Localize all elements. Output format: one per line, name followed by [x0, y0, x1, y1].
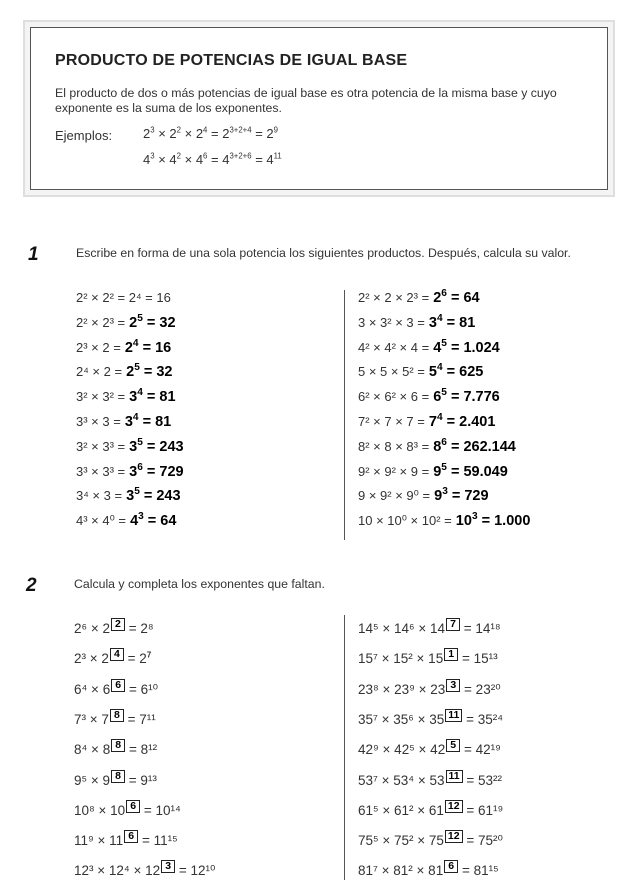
expression: 23⁸ × 23⁹ × 23: [358, 681, 446, 697]
answer-exponent: 3: [138, 511, 144, 523]
answer-box: 3: [161, 860, 175, 873]
result: = 10¹⁴: [140, 802, 181, 818]
answer-box: 12: [445, 800, 463, 813]
result: = 8¹²: [125, 742, 158, 758]
expression: 53⁷ × 53⁴ × 53: [358, 772, 445, 788]
result: = 9¹³: [125, 772, 157, 788]
answer-value: = 81: [442, 314, 476, 331]
answer-exponent: 4: [436, 362, 443, 374]
answer-exponent: 6: [137, 461, 143, 473]
answer-value: = 2.401: [442, 414, 496, 430]
answer-box: 6: [444, 860, 458, 873]
result-exponent: 7: [146, 650, 152, 660]
answer-value: = 729: [447, 488, 489, 505]
expression: 6⁴ × 6: [74, 681, 111, 697]
exercise-1-row: [76, 437, 184, 457]
expression: 4³ × 4⁰ =: [76, 513, 127, 529]
answer: [429, 337, 500, 356]
answer-exponent: 5: [441, 337, 447, 349]
exercise-1-row: [76, 412, 171, 432]
answer-value: = 7.776: [446, 389, 500, 406]
expression: 10⁸ × 10: [74, 802, 126, 818]
result: = 11¹⁵: [138, 833, 178, 849]
answer-exponent: 5: [441, 461, 447, 473]
expression: 9 × 9² × 9⁰ =: [358, 488, 431, 504]
answer-box: 11: [446, 770, 463, 783]
expression: 2⁴ × 2 =: [76, 364, 123, 380]
expression: 14⁵ × 14⁶ × 14: [358, 621, 445, 636]
answer: [122, 364, 172, 380]
answer-exponent: 5: [134, 362, 140, 374]
answer-base: 3: [124, 414, 133, 430]
result: = 35²⁴: [462, 711, 504, 727]
column-divider: [344, 615, 345, 880]
expression: 10 × 10⁰ × 10² =: [358, 513, 452, 529]
expression: 4² × 4² × 4 =: [358, 339, 430, 355]
exercise-2-row: [74, 800, 181, 820]
answer: [125, 389, 175, 405]
answer-value: = 81: [142, 389, 176, 406]
exercise-1-row: [358, 486, 489, 506]
answer-base: 10: [455, 513, 472, 530]
answer-exponent: 5: [137, 312, 143, 324]
exercise-2-row: [358, 800, 503, 820]
expression: 35⁷ × 35⁶ × 35: [358, 711, 445, 727]
expression: 8² × 8 × 8³ =: [358, 438, 430, 454]
answer-exponent: 4: [137, 387, 143, 399]
result: = 81¹⁵: [458, 863, 499, 879]
answer-base: 9: [433, 463, 442, 480]
answer-box: 8: [111, 770, 125, 783]
answer-exponent: 4: [132, 412, 139, 424]
expression: 75⁵ × 75² × 75: [358, 833, 444, 849]
exercise-2-row: [74, 679, 158, 699]
result: = 75²⁰: [462, 833, 503, 849]
exercise-1-row: [76, 486, 181, 506]
answer-value: = 243: [139, 488, 181, 505]
exercise-2-row: [74, 739, 157, 759]
exercise-1-row: [358, 313, 475, 333]
answer-box: 3: [446, 679, 460, 692]
exercise-1-instruction: Escribe en forma de una sola potencia los siguientes productos. Después, calcula su valor.: [76, 246, 571, 260]
answer-box: 11: [445, 709, 462, 722]
answer-exponent: 4: [436, 312, 443, 324]
exercise-1-row: [76, 338, 171, 358]
answer-box: 2: [111, 618, 125, 631]
exercise-2-row: [358, 648, 498, 668]
answer-value: = 16: [138, 339, 172, 356]
answer: [122, 488, 180, 504]
answer-exponent: 5: [134, 486, 140, 498]
exercise-2-instruction: Calcula y completa los exponentes que faltan.: [74, 577, 325, 591]
answer-value: = 1.000: [477, 513, 531, 530]
answer-value: = 32: [139, 364, 173, 381]
answer-exponent: 3: [442, 486, 448, 498]
result: = 61¹⁹: [462, 802, 504, 818]
answer: [429, 389, 500, 405]
exercise-2-row: [358, 860, 499, 880]
answer-base: 3: [129, 389, 138, 406]
answer-base: 2: [126, 364, 135, 381]
expression: 9⁵ × 9: [74, 772, 110, 788]
result: = 53²²: [462, 772, 503, 788]
expression: 3² × 3² =: [76, 389, 126, 405]
answer-base: 3: [428, 314, 437, 331]
answer-value: = 729: [142, 463, 184, 480]
exercise-2-row: [74, 618, 154, 638]
exercise-1-row: [358, 437, 516, 457]
answer-base: 2: [124, 339, 133, 356]
expression: 3³ × 3³ =: [76, 463, 126, 479]
answer: [430, 488, 488, 504]
answer-base: 2: [129, 314, 138, 331]
result: = 7¹¹: [123, 711, 156, 727]
expression: 42⁹ × 42⁵ × 42: [358, 742, 446, 758]
answer-box: 8: [111, 739, 125, 752]
exercise-2-row: [74, 648, 151, 668]
answer-value: = 262.144: [446, 438, 516, 455]
answer-value: = 32: [142, 314, 176, 331]
expression: 11⁹ × 11: [74, 833, 124, 849]
result: = 42¹⁹: [460, 742, 501, 758]
answer-exponent: 4: [132, 337, 139, 349]
answer: [121, 414, 171, 430]
answer-box: 1: [444, 648, 458, 661]
expression: 2² × 2³ =: [76, 314, 126, 330]
answer-value: = 64: [446, 290, 480, 306]
answer-value: = 625: [442, 364, 484, 381]
answer-box: 5: [446, 739, 460, 752]
theory-box: [30, 27, 608, 190]
answer-value: = 243: [142, 438, 184, 455]
expression: 7² × 7 × 7 =: [358, 414, 425, 429]
answer-base: 7: [428, 414, 437, 430]
answer-value: = 59.049: [446, 463, 508, 480]
answer: [425, 364, 483, 380]
column-divider: [344, 290, 345, 540]
exercise-2-row: [358, 830, 503, 850]
exercise-1-row: [358, 462, 508, 482]
answer: [425, 414, 496, 430]
exercise-1-row: [76, 387, 176, 407]
expression: 3⁴ × 3 =: [76, 488, 123, 504]
answer-value: = 1.024: [446, 339, 500, 356]
expression: 2⁶ × 2: [74, 621, 110, 636]
exercise-1-row: [76, 462, 184, 482]
exercise-1-row: [358, 338, 500, 358]
example-1: $2^3 \times 2^2 \times 2^4 = 2^{3+2+4} = 2^9$: [143, 125, 278, 141]
expression: 15⁷ × 15² × 15: [358, 651, 444, 667]
example-2: $4^3 \times 4^2 \times 4^6 = 4^{3+2+6} = 4^{11}$: [143, 151, 282, 167]
expression: 3² × 3³ =: [76, 438, 126, 454]
answer-base: 4: [433, 339, 442, 356]
expression: 3³ × 3 =: [76, 414, 121, 429]
exercise-1-row: [358, 288, 480, 308]
answer-box: 7: [446, 618, 460, 631]
expression: 2³ × 2: [74, 651, 109, 667]
examples-label: Ejemplos:: [55, 128, 113, 143]
answer-box: 6: [111, 679, 125, 692]
exercise-1-row: [358, 412, 495, 432]
answer-base: 8: [433, 438, 442, 455]
result: = 6¹⁰: [125, 681, 159, 697]
answer-box: 12: [445, 830, 463, 843]
exercise-2-row: [74, 830, 178, 850]
answer: [452, 513, 531, 529]
exercise-1-row: [76, 288, 171, 308]
answer-base: 6: [433, 389, 442, 406]
expression: 81⁷ × 81² × 81: [358, 863, 444, 879]
result: = 14¹⁸: [459, 621, 501, 636]
answer: [429, 436, 516, 455]
expression: 2² × 2² = 2⁴ = 16: [76, 290, 171, 305]
answer-exponent: 5: [441, 387, 447, 399]
answer-box: 6: [124, 830, 138, 843]
answer-box: 4: [110, 648, 124, 661]
answer-base: 3: [129, 463, 138, 480]
answer-box: 6: [126, 800, 140, 813]
exercise-1-row: [76, 313, 176, 333]
exercise-2-row: [358, 618, 501, 638]
expression: 9² × 9² × 9 =: [358, 463, 430, 479]
result: = 2⁸: [124, 621, 154, 636]
box-title: PRODUCTO DE POTENCIAS DE IGUAL BASE: [55, 52, 408, 69]
answer-base: 2: [433, 290, 442, 306]
exercise-2-number: 2: [26, 575, 37, 596]
exercise-1-row: [358, 387, 500, 407]
expression: 5 × 5 × 5² =: [358, 364, 425, 380]
answer-base: 3: [129, 438, 138, 455]
answer: [125, 461, 184, 480]
expression: 8⁴ × 8: [74, 742, 111, 758]
answer-base: 3: [126, 488, 135, 505]
exercise-2-row: [74, 770, 157, 790]
exercise-1-row: [76, 362, 172, 382]
answer-base: 5: [428, 364, 437, 381]
answer: [126, 513, 176, 529]
expression: 12³ × 12⁴ × 12: [74, 863, 161, 879]
expression: 61⁵ × 61² × 61: [358, 802, 444, 818]
answer: [425, 312, 476, 331]
result: = 15¹³: [458, 651, 498, 667]
box-text: El producto de dos o más potencias de igual base es otra potencia de la misma base y cuyo exponente es la suma de los exponentes.: [55, 86, 557, 115]
result: = $2^7$: [123, 650, 152, 667]
exercise-1-number: 1: [28, 244, 39, 265]
answer-exponent: 6: [441, 436, 447, 448]
expression: 3 × 3² × 3 =: [358, 314, 425, 330]
exercise-2-row: [358, 739, 501, 759]
exercise-1-row: [358, 511, 530, 531]
answer: [429, 461, 508, 480]
answer-exponent: 6: [441, 288, 447, 300]
answer-exponent: 4: [436, 412, 443, 424]
expression: 7³ × 7: [74, 711, 109, 727]
answer-value: = 64: [143, 513, 177, 530]
answer-exponent: 3: [471, 511, 478, 523]
expression: 6² × 6² × 6 =: [358, 389, 430, 405]
exercise-2-row: [74, 709, 156, 729]
answer: [429, 290, 479, 306]
answer-box: 8: [110, 709, 124, 722]
exercise-2-row: [358, 709, 503, 729]
exercise-1-row: [76, 511, 176, 531]
answer-exponent: 5: [137, 436, 143, 448]
expression: 2³ × 2 =: [76, 339, 121, 355]
answer-base: 4: [130, 513, 139, 530]
exercise-2-row: [358, 679, 501, 699]
answer: [125, 436, 184, 455]
result: = 12¹⁰: [175, 863, 216, 879]
expression: 2² × 2 × 2³ =: [358, 290, 430, 305]
answer-value: = 81: [138, 414, 172, 430]
result: = 23²⁰: [460, 681, 501, 697]
exercise-2-row: [74, 860, 215, 880]
answer: [121, 337, 172, 356]
exercise-1-row: [358, 362, 483, 382]
exercise-2-row: [358, 770, 502, 790]
answer: [125, 312, 176, 331]
answer-base: 9: [434, 488, 443, 505]
